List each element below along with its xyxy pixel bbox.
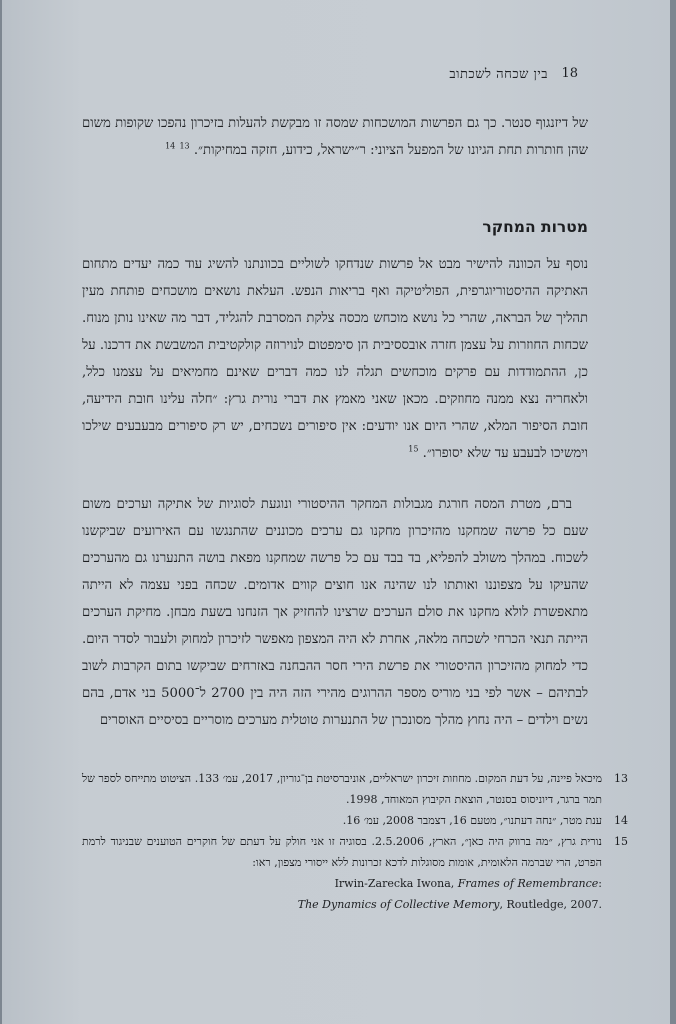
footnote-15 [82,831,628,915]
footnote-13 [82,768,628,810]
paragraph-1-text: של דיזנגוף סנטר. כך גם הפרשות המושכחות שמסה זו מבקשת להעלות בזיכרון נהפכו שקופות משום שהן חותרות תחת הגיונו של המפעל הציוני: ר״ישראל, כידוע, חזקה במחיקות״. [82,116,588,158]
footnote-number: 15 [614,835,628,848]
bibliography-line-2 [82,894,602,915]
running-title: בין שכחה לשכתוב [449,67,548,82]
bib-subtitle: The Dynamics of Collective Memory [297,898,500,911]
running-head [82,66,578,88]
bibliography-line-1 [82,873,602,894]
paragraph-1 [82,110,588,164]
paragraph-2 [82,251,588,467]
section-heading: מטרות המחקר [482,218,588,236]
bib-tail: : [598,877,602,890]
footnotes [82,768,628,915]
footnote-text: נורית גרץ, ״מה ברווק היה כאן״, הארץ, 2.5.2006. בסוגיה זו אני חולק על דעתם של חוקרים הטוענים שבניגוד לרמת הפרט, הרי שברמה הלאומית, אומות מסוגלות לדכא זכרונות ללא ייסורי מצפון, ראו: [82,835,602,869]
page-number: 18 [561,66,578,81]
book-page [2,0,670,1024]
paragraph-2-text: נוסף על הכוונה להישיר מבט אל פרשות שנדחקו לשוליים בכוונתנו להשיג עוד כמה יעדים מתחום האתיקה ההיסטוריוגרפית, הפוליטיקה ואף בריאות הנפש. העלאת נושאים מושכחים פותחת מעין תהליך של הבראה, שהרי כל נושא מוכחש מכסה צלקת המסרבת להגליד, דבר מה שאינו נותן מנוח. שכחות החוזרות על עצמן חזרה אובססיבית הן סימפטום לנוירוזה קולקטיבית המשבשת את דרכנו. על כן, ההתמודדות עם פרקים מוכחשים תגלה לנו כמה דברים שאינם מחמיאים על עצמנו כלל, ולאחריה נצא ממנה מחוזקים. מכאן שאני מאמץ את דברי נורית גרץ: ״חלה עלינו חובת הידיעה, חובת הסיפור המלא, שהרי היום אנו יודעים: אין סיפורים נשכחים, יש רק סיפורים מבעבעים שילכו וימשיכו לבעבע עד שלא יסופרו״. [82,257,588,461]
footnote-text: ענת מטר, ״נחה דעתנו״, מטעם 16, דצמבר 2008, עמ׳ 16. [342,814,602,827]
bib-author: Irwin-Zarecka Iwona, [334,877,458,890]
footnote-number: 13 [614,772,628,785]
footnote-text: מיכאל פיינה, על דעת המקום. מחוזות זיכרון ישראליים, אוניברסיטת בן־גוריון, 2017, עמ׳ 133. הציטוט מתייחס לספר של תמר ברגר, דיוניסוס בסנטר, הוצאת הקיבוץ המאוחד, 1998. [82,772,603,806]
footnote-ref-14[interactable]: 14 [165,141,176,151]
footnote-ref-13[interactable]: 13 [179,141,190,151]
footnote-number: 14 [614,814,628,827]
footnote-14 [82,810,628,831]
footnote-ref-15[interactable]: 15 [408,444,419,454]
bib-publisher: , Routledge, 2007. [499,898,602,911]
bib-title: Frames of Remembrance [457,877,599,890]
paragraph-3 [82,491,588,734]
paragraph-3-text: ברם, מטרת המסה חורגת מגבולות המחקר ההיסטורי ונוגעת לסוגיות של אתיקה וערכים משום שעם כל פרשה שמחקנו מהזיכרון מחקנו גם ערכים מכוננים שהתנגשו עם האירועים שביקשנו לשכוח. במהלך משולב להפליא, בד בבד עם כל פרשה שמחקנו מפאת בושה התנערנו גם מהערכים שהעיקו על מצפוננו ואותתו לנו שהינה אנו חוצים קווים אדומים. שכחה בפני עצמה לא הייתה מתאפשרת לולא מחקנו את סולם הערכים שרצינו להחזיק אך הזנחנו בשעת מבחן. מחיקת הערכים הייתה תנאי הכרחי לשכחה מלאה, אחרת לא היה המצפון מאפשר לזיכרון למחוק ולעבור לסדר היום. כדי למחוק מהזיכרון ההיסטורי את פרשת הירי חסר ההבחנה באזרחים שביקשו בתום הקרבות לשוב לבתיהם – אשר לפי בני מוריס מספר ההרוגים מהירי הזה היה בין 2700 ל־5000 בני אדם, בהם נשים וילדים – היה נחוץ מהלך מסונכרן של התנערות טוטלית מערכים מוסריים בסיסיים האוסרים [82,497,589,728]
